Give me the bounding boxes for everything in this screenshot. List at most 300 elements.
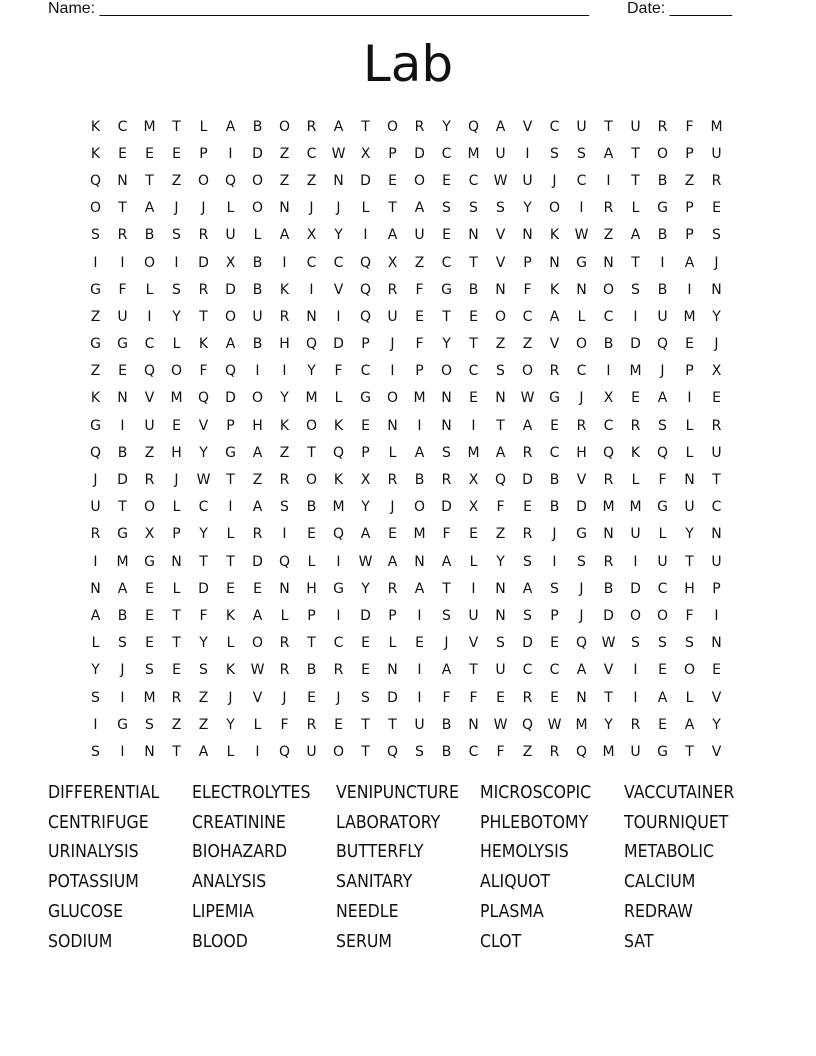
grid-letter: B <box>468 281 479 298</box>
grid-letter: G <box>657 200 668 217</box>
grid-letter: I <box>417 662 422 679</box>
grid-letter: E <box>172 417 181 434</box>
grid-letter: A <box>414 444 425 461</box>
grid-letter: L <box>199 118 208 135</box>
grid-letter: S <box>496 635 505 652</box>
grid-letter: R <box>549 743 560 760</box>
grid-letter: U <box>576 118 587 135</box>
grid-letter: I <box>714 607 719 624</box>
grid-letter: I <box>606 172 611 189</box>
grid-letter: U <box>414 716 425 733</box>
grid-letter: K <box>549 281 560 298</box>
grid-letter: N <box>495 390 506 407</box>
grid-letter: A <box>495 118 506 135</box>
word-bank-item: SANITARY <box>336 872 413 893</box>
grid-letter: P <box>685 145 694 162</box>
grid-letter: G <box>657 499 668 516</box>
grid-letter: C <box>198 499 209 516</box>
grid-letter: P <box>550 607 559 624</box>
grid-letter: A <box>225 118 236 135</box>
grid-letter: S <box>550 580 559 597</box>
grid-letter: G <box>117 716 128 733</box>
grid-letter: P <box>172 526 181 543</box>
grid-letter: N <box>414 553 425 570</box>
grid-letter: I <box>120 417 125 434</box>
grid-letter: R <box>198 227 209 244</box>
word-bank-item: LIPEMIA <box>192 902 254 923</box>
grid-letter: B <box>549 499 560 516</box>
grid-letter: B <box>549 472 560 489</box>
grid-letter: G <box>90 281 101 298</box>
grid-letter: O <box>386 118 399 135</box>
grid-letter: B <box>441 743 452 760</box>
grid-letter: M <box>710 118 723 135</box>
grid-letter: G <box>360 390 371 407</box>
grid-letter: J <box>579 607 584 624</box>
grid-letter: A <box>333 118 344 135</box>
grid-letter: S <box>280 499 289 516</box>
grid-letter: Q <box>467 118 480 135</box>
grid-letter: A <box>549 308 560 325</box>
word-bank-item: PHLEBOTOMY <box>480 812 589 833</box>
grid-letter: T <box>361 743 370 760</box>
grid-letter: U <box>684 499 695 516</box>
grid-letter: L <box>226 526 235 543</box>
name-field-label: Name: _______________________________________________________ <box>48 0 589 17</box>
grid-letter: H <box>306 580 317 597</box>
grid-letter: D <box>333 336 344 353</box>
grid-letter: I <box>282 526 287 543</box>
grid-letter: E <box>145 635 154 652</box>
grid-letter: N <box>387 662 398 679</box>
grid-letter: T <box>118 200 127 217</box>
grid-letter: L <box>226 200 235 217</box>
grid-letter: A <box>252 607 263 624</box>
grid-letter: S <box>118 635 127 652</box>
grid-letter: R <box>387 472 398 489</box>
grid-letter: R <box>522 526 533 543</box>
grid-letter: T <box>361 118 370 135</box>
grid-letter: F <box>442 526 451 543</box>
grid-letter: T <box>685 743 694 760</box>
grid-letter: V <box>495 227 506 244</box>
grid-letter: N <box>441 390 452 407</box>
word-bank-item: MICROSCOPIC <box>480 782 592 803</box>
grid-letter: O <box>386 390 399 407</box>
grid-letter: L <box>226 743 235 760</box>
word-bank-item: NEEDLE <box>336 902 399 923</box>
grid-letter: N <box>306 308 317 325</box>
grid-letter: D <box>522 472 533 489</box>
grid-letter: L <box>91 635 100 652</box>
grid-letter: N <box>495 580 506 597</box>
grid-letter: K <box>279 417 290 434</box>
grid-letter: E <box>226 580 235 597</box>
grid-letter: I <box>660 254 665 271</box>
grid-letter: C <box>711 499 722 516</box>
grid-letter: F <box>199 607 208 624</box>
grid-letter: Z <box>495 526 506 543</box>
grid-letter: Y <box>712 716 721 733</box>
grid-letter: W <box>601 635 616 652</box>
grid-letter: R <box>279 635 290 652</box>
grid-letter: T <box>469 662 478 679</box>
grid-letter: E <box>388 526 397 543</box>
word-bank-item: URINALYSIS <box>48 842 139 863</box>
grid-letter: A <box>603 145 614 162</box>
grid-letter: R <box>171 689 182 706</box>
grid-letter: N <box>522 227 533 244</box>
grid-letter: C <box>576 172 587 189</box>
grid-letter: X <box>711 363 722 380</box>
grid-letter: I <box>309 281 314 298</box>
grid-letter: G <box>441 281 452 298</box>
grid-letter: Q <box>278 553 291 570</box>
grid-letter: C <box>441 254 452 271</box>
grid-letter: Z <box>522 336 533 353</box>
grid-letter: E <box>658 662 667 679</box>
grid-letter: I <box>228 499 233 516</box>
grid-letter: T <box>199 553 208 570</box>
grid-letter: E <box>712 662 721 679</box>
grid-letter: A <box>441 553 452 570</box>
grid-letter: Z <box>279 444 290 461</box>
grid-letter: E <box>442 172 451 189</box>
grid-letter: O <box>575 336 588 353</box>
grid-letter: V <box>711 743 722 760</box>
grid-letter: P <box>307 607 316 624</box>
grid-letter: V <box>711 689 722 706</box>
grid-letter: F <box>334 363 343 380</box>
header <box>48 0 748 20</box>
grid-letter: R <box>252 526 263 543</box>
grid-letter: M <box>332 499 345 516</box>
grid-letter: L <box>307 553 316 570</box>
grid-letter: B <box>252 118 263 135</box>
grid-letter: Y <box>199 444 208 461</box>
grid-letter: C <box>522 308 533 325</box>
grid-letter: I <box>687 281 692 298</box>
grid-letter: M <box>575 716 588 733</box>
grid-letter: I <box>336 308 341 325</box>
grid-letter: N <box>495 281 506 298</box>
grid-letter: I <box>633 689 638 706</box>
grid-letter: D <box>225 281 236 298</box>
grid-letter: L <box>577 308 586 325</box>
word-bank-item: LABORATORY <box>336 812 441 833</box>
grid-letter: O <box>494 308 507 325</box>
grid-letter: H <box>171 444 182 461</box>
grid-letter: Y <box>361 580 370 597</box>
grid-letter: Y <box>91 662 100 679</box>
grid-letter: R <box>90 526 101 543</box>
grid-letter: K <box>630 444 641 461</box>
grid-letter: N <box>387 417 398 434</box>
grid-letter: X <box>360 145 371 162</box>
grid-letter: G <box>117 336 128 353</box>
grid-letter: S <box>91 227 100 244</box>
letter-grid <box>82 113 730 766</box>
grid-letter: B <box>252 336 263 353</box>
grid-letter: I <box>174 254 179 271</box>
grid-letter: T <box>361 716 370 733</box>
word-bank-item: SODIUM <box>48 931 113 952</box>
word-bank-item: SAT <box>624 931 654 952</box>
grid-letter: I <box>687 390 692 407</box>
grid-letter: D <box>117 472 128 489</box>
grid-letter: E <box>415 635 424 652</box>
grid-letter: B <box>441 716 452 733</box>
grid-letter: V <box>333 281 344 298</box>
grid-letter: Q <box>278 743 291 760</box>
grid-letter: S <box>523 553 532 570</box>
grid-letter: F <box>496 743 505 760</box>
grid-letter: N <box>576 281 587 298</box>
grid-letter: Z <box>495 336 506 353</box>
grid-letter: C <box>306 254 317 271</box>
grid-letter: L <box>172 580 181 597</box>
grid-letter: Q <box>386 743 399 760</box>
grid-letter: Z <box>90 363 101 380</box>
grid-letter: C <box>441 145 452 162</box>
grid-letter: R <box>144 472 155 489</box>
grid-letter: W <box>331 145 346 162</box>
grid-letter: T <box>631 145 640 162</box>
grid-letter: D <box>441 499 452 516</box>
grid-letter: I <box>228 145 233 162</box>
grid-letter: L <box>334 390 343 407</box>
grid-letter: U <box>252 308 263 325</box>
grid-letter: K <box>90 118 101 135</box>
grid-letter: T <box>469 254 478 271</box>
grid-letter: Y <box>685 526 694 543</box>
grid-letter: K <box>225 662 236 679</box>
grid-letter: M <box>170 390 183 407</box>
grid-letter: E <box>307 689 316 706</box>
grid-letter: Q <box>656 444 669 461</box>
grid-letter: E <box>442 227 451 244</box>
grid-letter: I <box>417 689 422 706</box>
grid-letter: Q <box>575 635 588 652</box>
grid-letter: E <box>388 172 397 189</box>
grid-letter: A <box>414 200 425 217</box>
grid-letter: K <box>549 227 560 244</box>
grid-letter: E <box>145 145 154 162</box>
grid-letter: S <box>658 635 667 652</box>
grid-letter: V <box>198 417 209 434</box>
grid-letter: D <box>630 336 641 353</box>
grid-letter: E <box>712 390 721 407</box>
grid-letter: L <box>469 553 478 570</box>
grid-letter: Q <box>575 743 588 760</box>
grid-letter: P <box>712 580 721 597</box>
grid-letter: K <box>333 417 344 434</box>
grid-letter: E <box>658 716 667 733</box>
grid-letter: O <box>656 607 669 624</box>
grid-letter: G <box>333 580 344 597</box>
grid-letter: D <box>576 499 587 516</box>
grid-letter: F <box>415 281 424 298</box>
grid-letter: R <box>603 472 614 489</box>
grid-letter: A <box>684 254 695 271</box>
word-bank-item: BUTTERFLY <box>336 842 424 863</box>
grid-letter: V <box>603 662 614 679</box>
grid-letter: A <box>252 499 263 516</box>
grid-letter: T <box>712 472 721 489</box>
grid-letter: G <box>576 526 587 543</box>
grid-letter: E <box>469 526 478 543</box>
grid-letter: N <box>711 526 722 543</box>
grid-letter: Z <box>198 689 209 706</box>
grid-letter: B <box>657 172 668 189</box>
grid-letter: N <box>684 472 695 489</box>
grid-letter: O <box>332 743 345 760</box>
grid-letter: A <box>387 553 398 570</box>
grid-letter: V <box>252 689 263 706</box>
grid-letter: J <box>201 200 206 217</box>
grid-letter: R <box>387 281 398 298</box>
grid-letter: D <box>603 607 614 624</box>
grid-letter: J <box>714 336 719 353</box>
grid-letter: R <box>441 472 452 489</box>
grid-letter: Y <box>523 200 532 217</box>
grid-letter: I <box>120 743 125 760</box>
grid-letter: K <box>90 390 101 407</box>
grid-letter: K <box>225 607 236 624</box>
grid-letter: Y <box>199 635 208 652</box>
grid-letter: T <box>388 200 397 217</box>
grid-letter: N <box>711 281 722 298</box>
grid-letter: R <box>306 716 317 733</box>
grid-letter: T <box>226 472 235 489</box>
grid-letter: O <box>521 363 534 380</box>
grid-letter: R <box>279 308 290 325</box>
grid-letter: S <box>199 662 208 679</box>
grid-letter: R <box>306 118 317 135</box>
grid-letter: E <box>469 308 478 325</box>
grid-letter: G <box>90 336 101 353</box>
grid-letter: N <box>333 172 344 189</box>
grid-letter: I <box>417 417 422 434</box>
grid-letter: S <box>496 200 505 217</box>
grid-letter: T <box>685 553 694 570</box>
grid-letter: B <box>414 472 425 489</box>
grid-letter: S <box>631 635 640 652</box>
grid-letter: D <box>360 607 371 624</box>
grid-letter: J <box>552 526 557 543</box>
grid-letter: I <box>120 689 125 706</box>
grid-letter: Z <box>171 716 182 733</box>
grid-letter: S <box>631 281 640 298</box>
grid-letter: W <box>493 716 508 733</box>
grid-letter: H <box>576 444 587 461</box>
grid-letter: A <box>684 716 695 733</box>
grid-letter: N <box>711 635 722 652</box>
grid-letter: E <box>550 635 559 652</box>
grid-letter: V <box>549 336 560 353</box>
grid-letter: N <box>576 689 587 706</box>
grid-letter: N <box>279 580 290 597</box>
grid-letter: N <box>171 553 182 570</box>
grid-letter: P <box>523 254 532 271</box>
grid-letter: L <box>631 200 640 217</box>
grid-letter: O <box>656 145 669 162</box>
grid-letter: T <box>442 308 451 325</box>
grid-letter: Y <box>226 716 235 733</box>
grid-letter: Q <box>359 254 372 271</box>
grid-letter: Q <box>224 363 237 380</box>
word-bank-item: CLOT <box>480 931 522 952</box>
grid-letter: U <box>522 172 533 189</box>
grid-letter: J <box>660 363 665 380</box>
grid-letter: P <box>361 336 370 353</box>
word-bank-item: BIOHAZARD <box>192 842 288 863</box>
grid-letter: S <box>469 200 478 217</box>
grid-letter: M <box>629 499 642 516</box>
grid-letter: A <box>387 227 398 244</box>
grid-letter: X <box>468 499 479 516</box>
grid-letter: E <box>550 689 559 706</box>
grid-letter: E <box>172 145 181 162</box>
grid-letter: S <box>415 743 424 760</box>
grid-letter: X <box>468 472 479 489</box>
grid-letter: E <box>685 336 694 353</box>
grid-letter: P <box>388 607 397 624</box>
grid-letter: C <box>603 417 614 434</box>
grid-letter: P <box>226 417 235 434</box>
grid-letter: C <box>117 118 128 135</box>
grid-letter: V <box>144 390 155 407</box>
grid-letter: S <box>523 607 532 624</box>
word-bank-item: ALIQUOT <box>480 872 551 893</box>
grid-letter: C <box>522 662 533 679</box>
grid-letter: L <box>361 200 370 217</box>
grid-letter: G <box>117 526 128 543</box>
grid-letter: I <box>282 363 287 380</box>
grid-letter: X <box>603 390 614 407</box>
grid-letter: A <box>630 227 641 244</box>
grid-letter: J <box>579 580 584 597</box>
grid-letter: D <box>198 580 209 597</box>
grid-letter: Z <box>414 254 425 271</box>
grid-letter: F <box>685 607 694 624</box>
grid-letter: Q <box>332 526 345 543</box>
grid-letter: B <box>657 227 668 244</box>
grid-letter: F <box>658 472 667 489</box>
grid-letter: A <box>90 607 101 624</box>
grid-letter: U <box>306 743 317 760</box>
grid-letter: I <box>363 227 368 244</box>
grid-letter: E <box>523 499 532 516</box>
grid-letter: M <box>467 145 480 162</box>
word-bank-item: REDRAW <box>624 902 693 923</box>
grid-letter: T <box>307 444 316 461</box>
grid-letter: R <box>333 662 344 679</box>
grid-letter: U <box>387 308 398 325</box>
grid-letter: I <box>633 553 638 570</box>
grid-letter: U <box>711 444 722 461</box>
grid-letter: K <box>90 145 101 162</box>
grid-letter: U <box>90 499 101 516</box>
grid-letter: T <box>469 336 478 353</box>
grid-letter: R <box>630 417 641 434</box>
grid-letter: R <box>198 281 209 298</box>
grid-letter: D <box>630 580 641 597</box>
grid-letter: L <box>280 607 289 624</box>
grid-letter: C <box>306 145 317 162</box>
grid-letter: N <box>117 390 128 407</box>
grid-letter: J <box>390 336 395 353</box>
